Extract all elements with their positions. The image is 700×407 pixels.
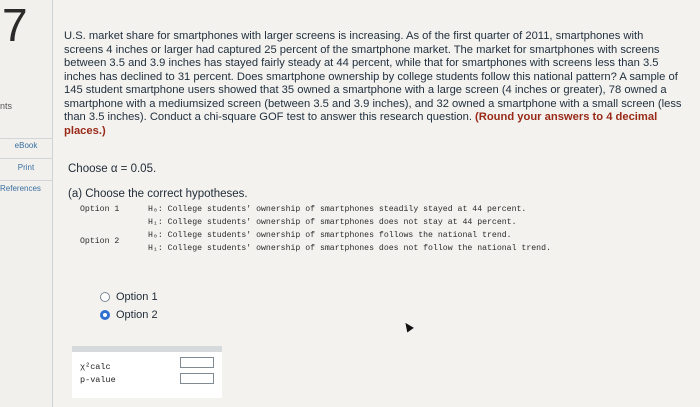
- problem-body: U.S. market share for smartphones with larger screens is increasing. As of the first quarter of 2011, smartphones with screens 4 inches or larger had captured 25 percent of the smartphone market. The market for smartphones with screens between 3.5 and 3.9 inches has stayed fairly steady at 44 percent, while that for smartphones with screens less than 3.5 inches has declined to 31 percent. Does smartphone ownership by college students follow this national pattern? A sample of 145 student smartphone users showed that 35 owned a smartphone with a large screen (4 inches or greater), 78 owned a smartphone with a mediumsized screen (between 3.5 and 3.9 inches), and 32 owned a smartphone with a small screen (less than 3.5 inches). Conduct a chi-square GOF test to answer this research question.: [64, 30, 682, 123]
- chi-square-input[interactable]: [180, 357, 214, 368]
- option-1-h0: H₀: College students' ownership of smartphones steadily stayed at 44 percent.: [148, 205, 527, 214]
- question-number: 7: [2, 0, 28, 51]
- mouse-cursor-icon: [402, 321, 414, 333]
- option-2-h1: H₁: College students' ownership of smartphones does not follow the national trend.: [148, 244, 551, 253]
- references-link[interactable]: References: [0, 184, 41, 193]
- alpha-statement: Choose α = 0.05.: [68, 163, 157, 175]
- option-2-label: Option 2: [80, 237, 120, 246]
- rail-divider: [0, 180, 52, 181]
- left-rail: [0, 0, 53, 407]
- p-value-input[interactable]: [180, 373, 214, 384]
- radio-option-2[interactable]: [100, 309, 158, 321]
- print-link[interactable]: Print: [17, 163, 35, 172]
- radio-option-1-label: Option 1: [116, 291, 158, 303]
- radio-option-1[interactable]: [100, 291, 158, 303]
- option-1-h1: H₁: College students' ownership of smartphones does not stay at 44 percent.: [148, 218, 517, 227]
- radio-unselected-icon[interactable]: [100, 292, 110, 302]
- ebook-link[interactable]: eBook: [14, 141, 38, 150]
- option-2-h0: H₀: College students' ownership of smartphones follows the national trend.: [148, 231, 512, 240]
- problem-text: [64, 30, 682, 138]
- rail-divider: [0, 138, 52, 139]
- radio-selected-icon[interactable]: [100, 310, 110, 320]
- part-a-prompt: (a) Choose the correct hypotheses.: [68, 188, 248, 200]
- p-value-label: p-value: [80, 375, 116, 385]
- rail-divider: [0, 158, 52, 159]
- option-1-label: Option 1: [80, 205, 120, 214]
- chi-square-label: χ²calc: [80, 362, 111, 372]
- rounding-instruction: (Round your answers to 4 decimal places.): [64, 111, 658, 137]
- points-label: nts: [0, 101, 13, 111]
- radio-option-2-label: Option 2: [116, 309, 158, 321]
- answer-panel: [72, 346, 222, 398]
